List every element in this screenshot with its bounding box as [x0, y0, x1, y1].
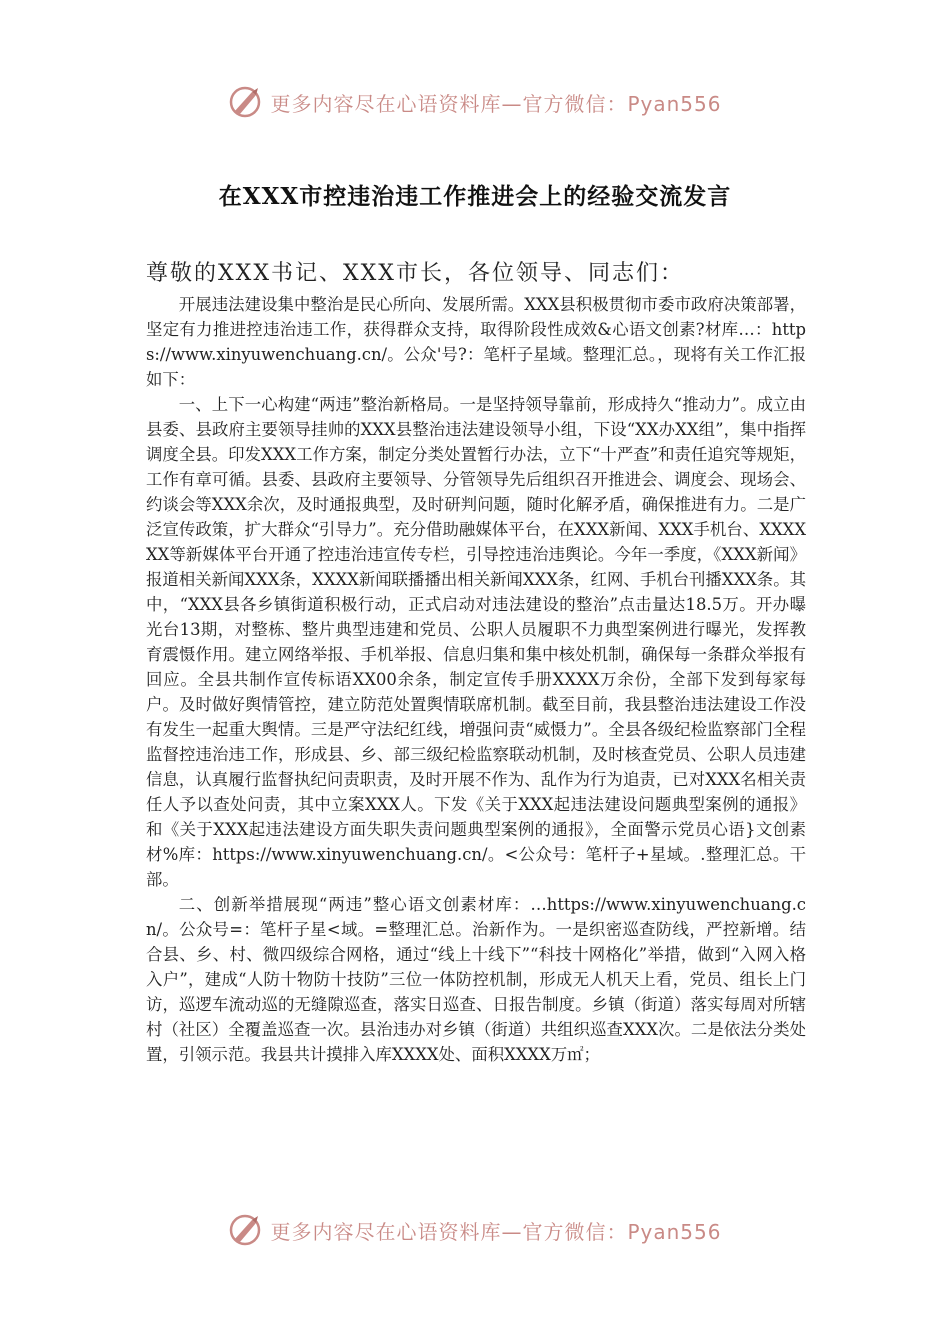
- watermark-text: 更多内容尽在心语资料库—官方微信：Pyan556: [270, 91, 722, 116]
- pen-logo-icon: [228, 84, 264, 120]
- paragraph-section-1: 一、上下一心构建“两违”整治新格局。一是坚持领导靠前，形成持久“推动力”。成立由县委、县政府主要领导挂帅的XXX县整治违法建设领导小组，下设“XX办XX组”，集中指挥调度全县。印发XXX工作方案，制定分类处置暂行办法，立下“十严查”和责任追究等规矩，工作有章可循。县委、县政府主要领导、分管领导先后组织召开推进会、调度会、现场会、约谈会等XXX余次，及时通报典型，及时研判问题，随时化解矛盾，确保推进有力。二是广泛宣传政策，扩大群众“引导力”。充分借助融媒体平台，在XXX新闻、XXX手机台、XXXXXX等新媒体平台开通了控违治违宣传专栏，引导控违治违舆论。今年一季度，《XXX新闻》报道相关新闻XXX条，XXXX新闻联播播出相关新闻XXX条，红网、手机台刊播XXX条。其中，“XXX县各乡镇街道积极行动，正式启动对违法建设的整治”点击量达18.5万。开办曝光台13期，对整栋、整片典型违建和党员、公职人员履职不力典型案例进行曝光，发挥教育震慑作用。建立网络举报、手机举报、信息归集和集中核处机制，确保每一条群众举报有回应。全县共制作宣传标语XX00余条，制定宣传手册XXXX万余份，全部下发到每家每户。及时做好舆情管控，建立防范处置舆情联席机制。截至目前，我县整治违法建设工作没有发生一起重大舆情。三是严守法纪红线，增强问责“威慑力”。全县各级纪检监察部门全程监督控违治违工作，形成县、乡、部三级纪检监察联动机制，及时核查党员、公职人员违建信息，认真履行监督执纪问责职责，及时开展不作为、乱作为行为追责，已对XXX名相关责任人予以查处问责，其中立案XXX人。下发《关于XXX起违法建设问题典型案例的通报》和《关于XXX起违法建设方面失职失责问题典型案例的通报》，全面警示党员心语}文创素材%库：https://www.xinyuwenchuang.cn/。<公众号：笔杆子+星域。.整理汇总。干部。: [146, 395, 806, 889]
- paragraph-intro: 开展违法建设集中整治是民心所向、发展所需。XXX县积极贯彻市委市政府决策部署，坚定有力推进控违治违工作，获得群众支持，取得阶段性成效&心语文创素?材库…：https://www.xinyuwenchuang.cn/。公众'号?：笔杆子星域。整理汇总。，现将有关工作汇报如下：: [146, 295, 806, 389]
- pen-logo-icon: [228, 1212, 264, 1248]
- paragraph-section-2: 二、创新举措展现“两违”整心语文创素材库：…https://www.xinyuwenchuang.cn/。公众号=：笔杆子星<域。=整理汇总。治新作为。一是织密巡查防线，严控新增。结合县、乡、村、微四级综合网格，通过“线上十线下”“科技十网格化”举措，做到“入网入格入户”，建成“人防十物防十技防”三位一体防控机制，形成无人机天上看，党员、组长上门访，巡逻车流动巡的无缝隙巡查，落实日巡查、日报告制度。乡镇（街道）落实每周对所辖村（社区）全覆盖巡查一次。县治违办对乡镇（街道）共组织巡查XXX次。二是依法分类处置，引领示范。我县共计摸排入库XXXX处、面积XXXX万㎡；: [146, 895, 806, 1064]
- document-body: [146, 292, 806, 1067]
- salutation: 尊敬的XXX书记、XXX市长，各位领导、同志们：: [146, 261, 684, 286]
- header-watermark-banner: [0, 82, 950, 122]
- footer-watermark-banner: [0, 1210, 950, 1250]
- watermark-text: 更多内容尽在心语资料库—官方微信：Pyan556: [270, 1219, 722, 1244]
- document-title: 在XXX市控违治违工作推进会上的经验交流发言: [218, 183, 732, 210]
